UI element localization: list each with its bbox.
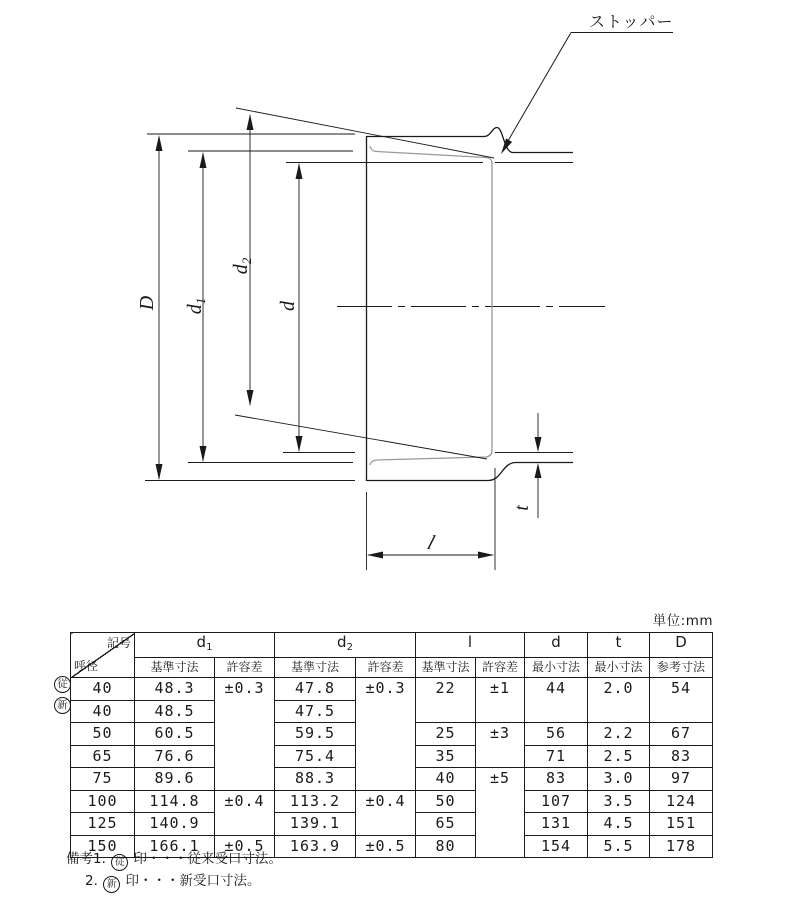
cell-l: 25 [416, 723, 476, 746]
cell-d2: 139.1 [275, 813, 356, 836]
table-row [71, 790, 713, 813]
arrowhead [367, 552, 383, 559]
dim-d-label: d [277, 301, 299, 311]
arrowhead [156, 464, 163, 480]
dim-t-label: t [511, 505, 533, 511]
cell-d2: 47.8 [275, 678, 356, 701]
row-marker-new: 新 [54, 697, 71, 714]
cell-t: 3.0 [588, 768, 650, 791]
arrowhead [535, 463, 542, 478]
cell-D: 151 [650, 813, 713, 836]
arrowhead [247, 114, 254, 130]
note-2-text: 印・・・新受口寸法。 [125, 873, 261, 889]
cell-d1-tol: ±0.4 [215, 790, 275, 835]
arrowhead [296, 163, 303, 179]
cell-dia: 100 [71, 790, 135, 813]
col-group-d: d [525, 633, 588, 658]
cell-l-tol: ±1 [476, 678, 525, 723]
cell-l: 35 [416, 745, 476, 768]
cell-d: 107 [525, 790, 588, 813]
cell-D: 178 [650, 835, 713, 858]
note-1-text: 印・・・従来受口寸法。 [133, 851, 282, 867]
dim-l-label: l [424, 532, 438, 554]
cell-l-tol: ±3 [476, 723, 525, 768]
arrowhead [247, 390, 254, 406]
cell-d: 83 [525, 768, 588, 791]
subheader-d2-basic: 基準寸法 [275, 658, 356, 678]
cell-dia: 125 [71, 813, 135, 836]
arrowhead [478, 552, 494, 559]
col-group-l: l [416, 633, 525, 658]
dim-D-label: D [136, 295, 158, 311]
arrowhead [535, 437, 542, 452]
corner-label-symbol: 記号 [106, 636, 131, 650]
top-outer-line [367, 128, 574, 153]
col-group-d1: $d_1$ [135, 633, 275, 658]
col-group-t: t [588, 633, 650, 658]
subheader-d2-tol: 許容差 [356, 658, 416, 678]
note-2-prefix: 2. [85, 873, 98, 889]
col-group-D: D [650, 633, 713, 658]
cell-d2: 59.5 [275, 723, 356, 746]
corner-header-cell [71, 633, 135, 678]
stopper-callout [501, 12, 674, 154]
row-marker-old: 従 [54, 676, 71, 693]
cell-D: 54 [650, 678, 713, 723]
cell-d2: 163.9 [275, 835, 356, 858]
dim-d2-label: $d_2$ [230, 257, 254, 275]
cell-t: 2.2 [588, 723, 650, 746]
cell-d: 44 [525, 678, 588, 723]
cell-D: 67 [650, 723, 713, 746]
cell-dia: 40 [71, 700, 135, 723]
cell-D: 97 [650, 768, 713, 791]
subheader-d1-tol: 許容差 [215, 658, 275, 678]
cell-D: 83 [650, 745, 713, 768]
cell-d1: 166.1 [135, 835, 215, 858]
col-group-d2: $d_2$ [275, 633, 416, 658]
cell-d1: 60.5 [135, 723, 215, 746]
subheader-D-ref: 参考寸法 [650, 658, 713, 678]
cell-d2-tol: ±0.4 [356, 790, 416, 835]
table-row [71, 678, 713, 701]
corner-label-diameter: 呼径 [74, 659, 99, 673]
cell-d1-tol: ±0.3 [215, 678, 275, 791]
note-1 [66, 851, 282, 871]
stopper-leader-line [505, 33, 571, 147]
dim-t [511, 413, 542, 518]
cell-d: 131 [525, 813, 588, 836]
socket-body-outline [367, 128, 574, 482]
cell-d2-tol: ±0.5 [356, 835, 416, 858]
arrowhead [296, 436, 303, 452]
arrowhead [200, 446, 207, 462]
cell-t: 4.5 [588, 813, 650, 836]
cell-dia: 40 [71, 678, 135, 701]
cell-t: 5.5 [588, 835, 650, 858]
cell-d2-tol: ±0.3 [356, 678, 416, 791]
note-1-prefix: 備考1. [66, 851, 106, 867]
cell-d2: 75.4 [275, 745, 356, 768]
cell-d1-tol: ±0.5 [215, 835, 275, 858]
cell-d: 154 [525, 835, 588, 858]
bottom-outer-line [367, 463, 574, 481]
note-2-circled-marker: 新 [103, 876, 120, 893]
cell-l: 22 [416, 678, 476, 723]
subheader-d1-basic: 基準寸法 [135, 658, 215, 678]
cell-dia: 75 [71, 768, 135, 791]
cell-d2: 47.5 [275, 700, 356, 723]
cell-d1: 89.6 [135, 768, 215, 791]
cell-l: 40 [416, 768, 476, 791]
stopper-label: ストッパー [589, 12, 674, 31]
cell-t: 3.5 [588, 790, 650, 813]
cell-dia: 150 [71, 835, 135, 858]
cell-l: 65 [416, 813, 476, 836]
dim-d [277, 163, 483, 453]
cell-d1: 140.9 [135, 813, 215, 836]
cell-d2: 113.2 [275, 790, 356, 813]
note-1-circled-marker: 従 [111, 854, 128, 871]
cell-d: 71 [525, 745, 588, 768]
arrowhead [156, 135, 163, 151]
cell-d2: 88.3 [275, 768, 356, 791]
cell-D: 124 [650, 790, 713, 813]
cell-l: 80 [416, 835, 476, 858]
cell-d1: 48.3 [135, 678, 215, 701]
cell-dia: 65 [71, 745, 135, 768]
arrowhead [200, 152, 207, 168]
cell-t: 2.0 [588, 678, 650, 723]
dim-d1 [184, 151, 353, 463]
cell-l-tol: ±5 [476, 768, 525, 858]
cell-dia: 50 [71, 723, 135, 746]
note-2 [85, 873, 260, 893]
cell-d1: 76.6 [135, 745, 215, 768]
dim-D [136, 134, 355, 481]
cell-t: 2.5 [588, 745, 650, 768]
subheader-l-basic: 基準寸法 [416, 658, 476, 678]
subheader-t-min: 最小寸法 [588, 658, 650, 678]
cell-d1: 48.5 [135, 700, 215, 723]
unit-label: 単位:mm [652, 613, 713, 629]
cell-d1: 114.8 [135, 790, 215, 813]
dim-d2 [230, 114, 254, 406]
socket-inner-surface [370, 146, 492, 465]
dimension-table [70, 632, 713, 858]
dim-d1-label: $d_1$ [184, 297, 208, 315]
cell-d: 56 [525, 723, 588, 746]
cell-l: 50 [416, 790, 476, 813]
dim-l [367, 468, 496, 570]
subheader-d-min: 最小寸法 [525, 658, 588, 678]
taper-projection-lines [235, 108, 494, 459]
subheader-l-tol: 許容差 [476, 658, 525, 678]
